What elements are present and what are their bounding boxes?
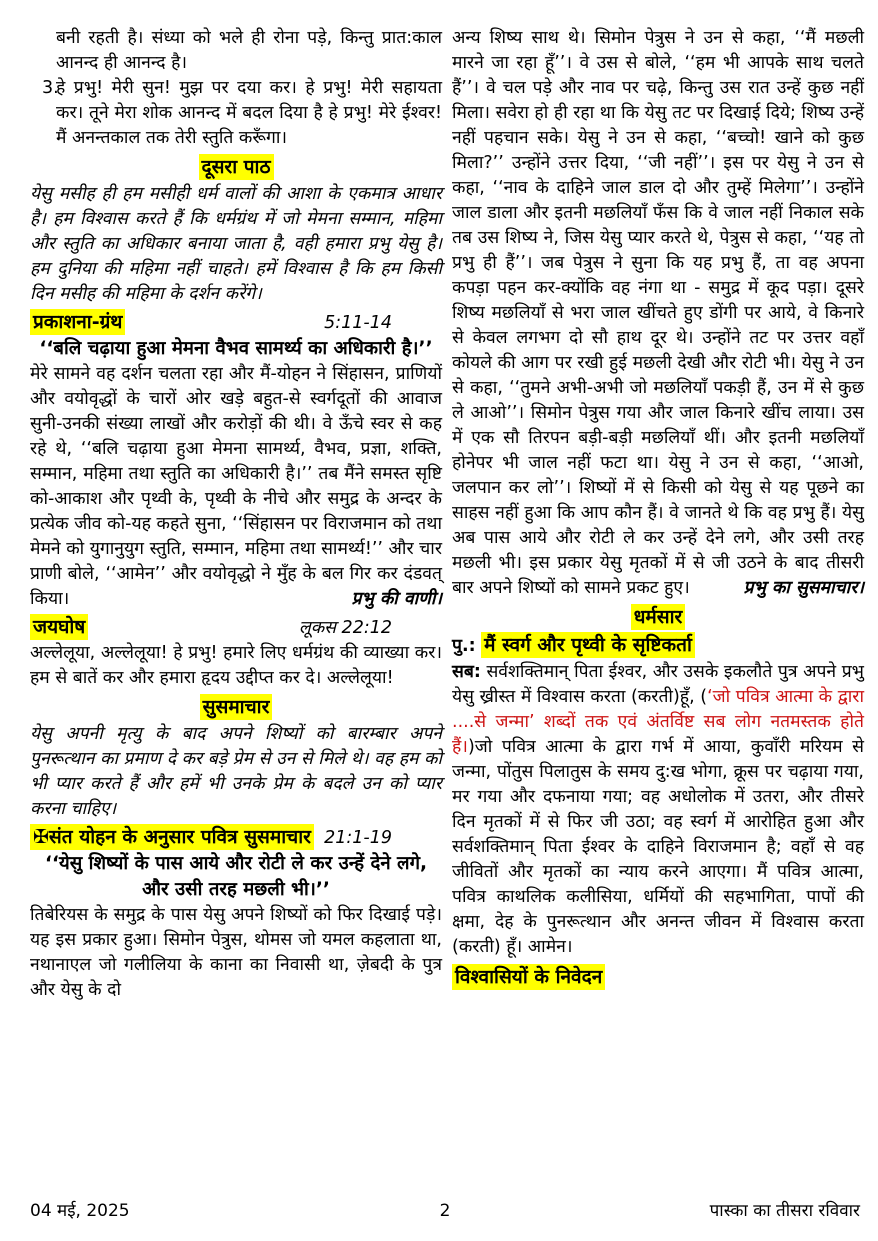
gospel-heading-row — [30, 694, 442, 720]
gospel-body-part2 — [452, 26, 864, 601]
page-footer — [30, 1198, 860, 1221]
footer-page-number: 2 — [439, 1201, 451, 1221]
psalm-continuation-text: बनी रहती है। संध्या को भले ही रोना पड़े, किन्तु प्रात:काल आनन्द ही आनन्द है। — [56, 28, 442, 73]
gospel-reference: 21:1-19 — [324, 828, 392, 848]
acclamation-body: अल्लेलूया, अल्लेलूया! हे प्रभु! हमारे लिए धर्मग्रंथ की व्याख्या कर। हम से बातें कर और हमारा हृदय उद्दीप्त कर दे। अल्लेलूया! — [30, 643, 442, 688]
creed-priest-line — [452, 632, 864, 659]
intercessions-heading: विश्वासियों के निवेदन — [452, 964, 605, 990]
psalm-continuation — [30, 26, 442, 76]
second-reading-book: प्रकाशना-ग्रंथ — [30, 309, 125, 335]
creed-all-paragraph — [452, 660, 864, 960]
gospel-closing: प्रभु का सुसमाचार। — [743, 578, 864, 598]
acclamation-heading-row — [30, 614, 442, 640]
creed-all-text-1: सर्वशक्तिमान् पिता ईश्वर, और उसके इकलौते पुत्र अपने प्रभु येसु ख्रीस्त में विश्वास करता (करती)हूँ, ( — [452, 662, 864, 707]
second-reading-intro: येसु मसीह ही हम मसीही धर्म वालों की आशा के एकमात्र आधार है। हम विश्वास करते हैं कि धर्मग्रंथ में जो मेमना सम्मान, महिमा और स्तुति का अधिकार बनाया जाता है, वही हमारा प्रभु येसु है। हम दुनिया की महिमा नहीं चाहते। हमें विश्वास है कि हम किसी दिन मसीह की महिमा के दर्शन करेंगे। — [30, 184, 442, 304]
gospel-body-part2-text: अन्य शिष्य साथ थे। सिमोन पेत्रुस ने उन से कहा, ‘‘मैं मछली मारने जा रहा हूँ’’। वे उस से बोले, ‘‘हम भी आपके साथ चलते हैं’’। वे चल पड़े और नाव पर चढ़े, किन्तु उस रात उन्हें कुछ नहीं मिला। सवेरा हो ही रहा था कि येसु तट पर दिखाई दिये; शिष्य उन्हें नहीं पहचान सके। येसु ने उन से कहा, ‘‘बच्चो! खाने को कुछ मिला?’’ उन्होंने उत्तर दिया, ‘‘जी नहीं’’। इस पर येसु ने उन से कहा, ‘‘नाव के दाहिने जाल डाल दो और तुम्हें मिलेगा’’। उन्होंने जाल डाला और इतनी मछलियाँ फँस कि वे जाल नहीं निकाल सके तब उस शिष्य ने, जिस येसु प्यार करते थे, पेत्रुस से कहा, ‘‘यह तो प्रभु ही हैं’’। जब पेत्रुस ने सुना कि यह प्रभु हैं, ता वह अपना कपड़ा पहन कर-क्योंकि वह नंगा था - समुद्र में कूद पड़ा। दूसरे शिष्य मछलियाँ से भरा जाल खींचते हुए डोंगी पर आये, वे किनारे से केवल लगभग दो सौ हाथ दूर थे। उन्होंने तट पर उत्तर वहाँ कोयले की आग पर रखी हुई मछली देखी और रोटी भी। येसु ने उन से कहा, ‘‘तुमने अभी-अभी जो मछलियाँ पकड़ी हैं, उन में से कुछ ले आओ’’। सिमोन पेत्रुस गया और जाल किनारे खींच लाया। उस में एक सौ तिरपन बड़ी-बड़ी मछलियाँ थीं। और इतनी मछलियाँ होनेपर भी जाल नहीं फटा था। येसु ने उन से कहा, ‘‘आओ, जलपान कर लो’’। शिष्यों में से किसी को येसु से यह पूछने का साहस नहीं हुआ कि आप कौन हैं। वे जानते थे कि वह प्रभु हैं। येसु अब पास आये और रोटी ले कर उन्हें देने लगे, और उसी तरह मछली भी। इस प्रकार येसु मृतकों में से जी उठने के बाद तीसरी बार अपने शिष्यों को सामने प्रकट हुए। — [452, 28, 864, 598]
creed-heading-row — [452, 604, 864, 630]
acclamation-heading: जयघोष — [30, 614, 88, 640]
second-reading-body-text: मेरे सामने वह दर्शन चलता रहा और मैं-योहन ने सिंहासन, प्राणियों और वयोवृद्धों के चारों ओर खड़े बहुत-से स्वर्गदूतों की आवाज सुनी-उनकी संख्या लाखों और करोड़ों की थी। वे ऊँचे स्वर से कह रहे थे, ‘‘बलि चढ़ाया हुआ मेमना सामर्थ्य, वैभव, प्रज्ञा, शक्ति, सम्मान, महिमा तथा स्तुति का अधिकारी है।’’ तब मैंने समस्त सृष्टि को-आकाश और पृथ्वी के, पृथ्वी के नीचे और समुद्र के अन्दर के प्रत्येक जीव को-यह कहते सुना, ‘‘सिंहासन पर विराजमान को तथा मेमने को युगानुयुग स्तुति, सम्मान, महिमा तथा सामर्थ्य!’’ और चार प्राणी बोले, ‘‘आमेन’’ और वयोवृद्धो ने मुँह के बल गिर कर दंडवत् किया। — [30, 364, 442, 609]
psalm-verse-text: हे प्रभु! मेरी सुन! मुझ पर दया कर। हे प्रभु! मेरी सहायता कर। तूने मेरा शोक आनन्द में बदल दिया है हे प्रभु! मेरे ईश्वर! मैं अनन्तकाल तक तेरी स्तुति करूँगा। — [56, 78, 442, 148]
gospel-source-row — [30, 824, 442, 850]
gospel-book-label: संत योहन के अनुसार पवित्र सुसमाचार — [48, 826, 311, 848]
second-reading-closing: प्रभु की वाणी। — [351, 589, 442, 609]
footer-sunday-title: पास्का का तीसरा रविवार — [709, 1201, 861, 1221]
intercessions-heading-row — [452, 964, 864, 990]
second-reading-quote: ‘‘बलि चढ़ाया हुआ मेमना वैभव सामर्थ्य का अधिकारी है।’’ — [39, 338, 433, 359]
creed-priest-text: मैं स्वर्ग और पृथ्वी के सृष्टिकर्ता — [481, 632, 695, 658]
creed-priest-label: पु.: — [452, 636, 476, 656]
gospel-intro: येसु अपनी मृत्यु के बाद अपने शिष्यों को बारम्बार अपने पुनरूत्थान का प्रमाण दे कर बड़े प्रेम से उन से मिले थे। वह हम को भी प्यार करते हैं और हमें भी उनके प्रेम के बदले उन को प्यार करना चाहिए। — [30, 724, 442, 819]
creed-heading: धर्मसार — [631, 604, 686, 630]
second-reading-reference: 5:11-14 — [324, 313, 392, 333]
maltese-cross-icon: ✠ — [33, 826, 49, 848]
second-reading-heading: दूसरा पाठ — [199, 154, 274, 180]
right-column — [452, 26, 864, 1003]
creed-all-label: सब: — [452, 662, 481, 682]
left-column — [30, 26, 442, 1003]
psalm-verse-3 — [30, 76, 442, 151]
second-reading-body — [30, 362, 442, 612]
acclamation-reference: लूकस 22:12 — [298, 618, 392, 638]
creed-all-text-2: )जो पवित्र आत्मा के द्वारा गर्भ में आया, कुवाँरी मरियम से जन्मा, पोंतुस पिलातुस के समय दु:ख भोगा, क्रूस पर चढ़ाया गया, मर गया और दफनाया गया; वह अधोलोक में उतरा, और तीसरे दिन मृतकों में से फिर जी उठा; वह स्वर्ग में आरोहित हुआ और सर्वशक्तिमान् पिता ईश्वर के दाहिने विराजमान है; वहाँ से वह जीवितों और मृतकों का न्याय करने आएगा। मैं पवित्र आत्मा, पवित्र काथलिक कलीसिया, धर्मियों की सहभागिता, पापों की क्षमा, देह के पुनरूत्थान और अनन्त जीवन में विश्वास करता (करती) हूँ। आमेन। — [452, 737, 864, 957]
gospel-heading: सुसमाचार — [200, 694, 273, 720]
second-reading-source-row — [30, 309, 442, 335]
gospel-body-part1: तिबेरियस के समुद्र के पास येसु अपने शिष्यों को फिर दिखाई पड़े। यह इस प्रकार हुआ। सिमोन पेत्रुस, थोमस जो यमल कहलाता था, नथानाएल जो गलीलिया के काना का निवासी था, ज़ेबदी के पुत्र और येसु के दो — [30, 905, 442, 1000]
gospel-quote: ‘‘येसु शिष्यों के पास आये और रोटी ले कर उन्हें देने लगे, और उसी तरह मछली भी।’’ — [44, 853, 428, 900]
footer-date: 04 मई, 2025 — [30, 1201, 130, 1221]
creed-rubric-red-text: ‘जो पवित्र आत्मा के द्वारा ....से जन्मा’ शब्दों तक एवं अंतर्विष्ट सब लोग नतमस्तक होते हैं। — [452, 687, 864, 757]
second-reading-heading-row — [30, 154, 442, 180]
two-column-layout — [30, 26, 864, 1003]
gospel-book — [30, 824, 314, 850]
psalm-verse-number: 3. — [42, 78, 59, 98]
